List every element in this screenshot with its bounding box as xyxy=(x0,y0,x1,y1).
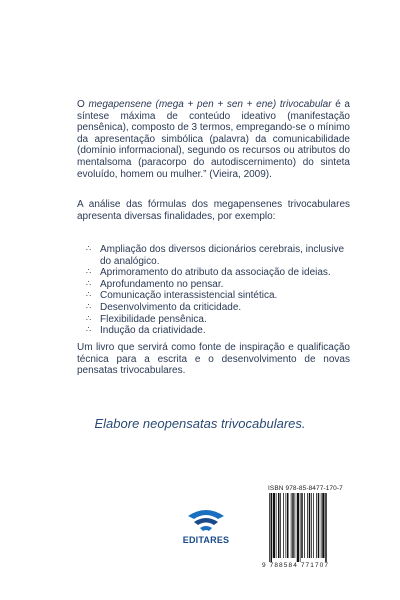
list-item-text: Indução da criatividade. xyxy=(100,325,206,337)
list-item-text: Ampliação dos diversos dicionários cerebrais, inclusive do analógico. xyxy=(100,244,344,267)
list-item xyxy=(77,325,350,337)
list-item-text: Aprimoramento do atributo da associação de ideias. xyxy=(100,267,331,279)
list-item-text: Comunicação interassistencial sintética. xyxy=(100,290,278,302)
therefore-bullet-icon: ∴ xyxy=(86,244,91,253)
tagline: Elabore neopensatas trivocabulares. xyxy=(94,416,306,431)
list-item xyxy=(77,279,350,291)
intro-prefix: O xyxy=(77,99,89,110)
closing-paragraph: Um livro que servirá como fonte de inspiração e qualificação técnica para a escrita e o desenvolvimento de novas pensatas trivocabulares. xyxy=(77,342,350,377)
therefore-bullet-icon: ∴ xyxy=(86,290,91,300)
therefore-bullet-icon: ∴ xyxy=(86,313,91,323)
barcode-number: 9 788584 771707 xyxy=(262,562,330,569)
list-item xyxy=(77,290,350,302)
publisher-name: EDITARES xyxy=(182,535,230,545)
therefore-bullet-icon: ∴ xyxy=(86,301,91,311)
purposes-paragraph: A análise das fórmulas dos megapensenes trivocabulares apresenta diversas finalidades, por exemplo: xyxy=(77,199,350,222)
barcode-icon xyxy=(268,493,348,562)
purposes-list xyxy=(77,244,350,337)
list-item xyxy=(77,244,350,267)
intro-paragraph xyxy=(77,99,350,180)
intro-term: megapensene (mega + pen + sen + ene) trivocabular xyxy=(88,99,332,110)
therefore-bullet-icon: ∴ xyxy=(86,278,91,288)
intro-rest: é a síntese máxima de conteúdo ideativo (manifestação pensênica), composto de 3 termos, empregando-se o mínimo da apresentação simbólica (palavra) da comunicabilidade (domínio informacional), segundo os recursos ou atributos do mentalsoma (paracorpo do autodiscernimento) do sinteta evoluído, homem ou mulher.” (Vieira, 2009). xyxy=(77,99,350,180)
list-item-text: Desenvolvimento da criticidade. xyxy=(100,301,242,313)
isbn-label: ISBN 978-85-8477-170-7 xyxy=(268,485,343,492)
list-item xyxy=(77,267,350,279)
therefore-bullet-icon: ∴ xyxy=(86,267,91,277)
list-item-text: Flexibilidade pensênica. xyxy=(100,313,207,325)
list-item-text: Aprofundamento no pensar. xyxy=(100,278,224,290)
list-item xyxy=(77,302,350,314)
list-item xyxy=(77,314,350,326)
therefore-bullet-icon: ∴ xyxy=(86,325,91,335)
